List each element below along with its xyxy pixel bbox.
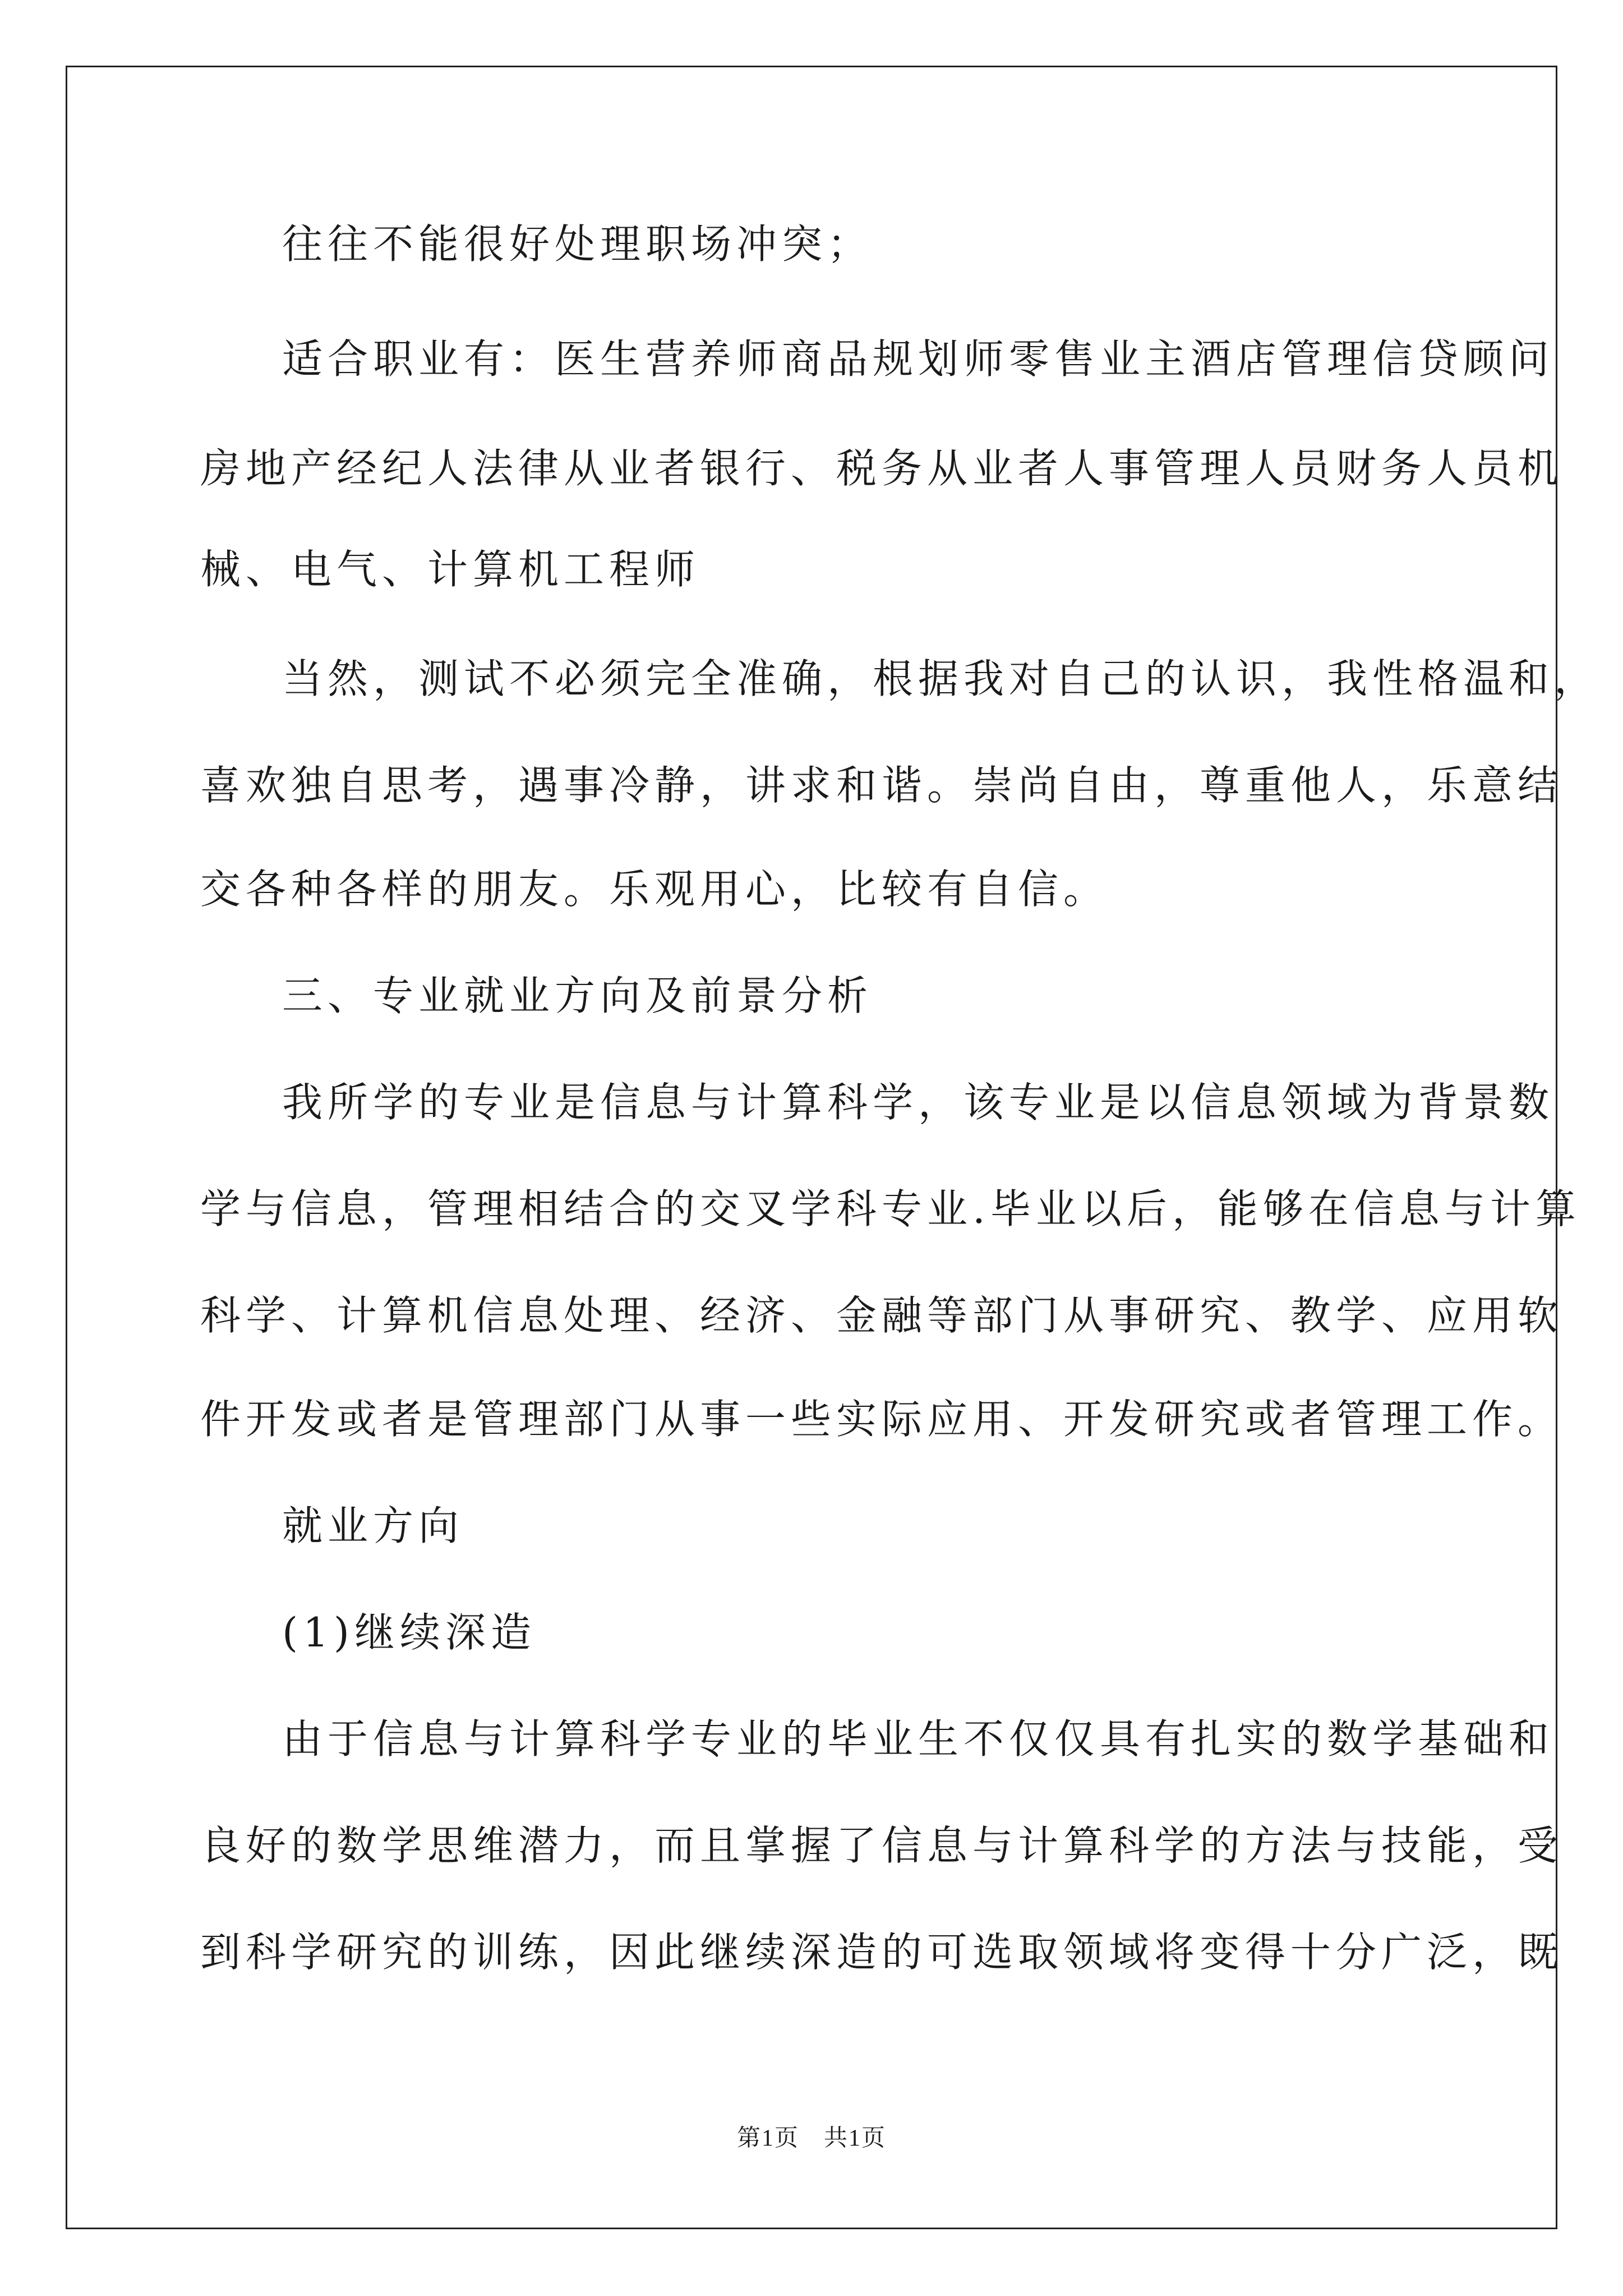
text-line: 学与信息，管理相结合的交叉学科专业.毕业以后，能够在信息与计算 [200, 1185, 1581, 1232]
list-item-heading: (1)继续深造 [282, 1609, 536, 1656]
text-line: 科学、计算机信息处理、经济、金融等部门从事研究、教学、应用软 [200, 1292, 1564, 1339]
text-line: 交各种各样的朋友。乐观用心，比较有自信。 [200, 866, 1109, 913]
text-line: 适合职业有：医生营养师商品规划师零售业主酒店管理信贷顾问 [282, 335, 1555, 383]
text-line: 良好的数学思维潜力，而且掌握了信息与计算科学的方法与技能，受 [200, 1822, 1564, 1869]
text-line: 房地产经纪人法律从业者银行、税务从业者人事管理人员财务人员机 [200, 445, 1564, 492]
text-line: 件开发或者是管理部门从事一些实际应用、开发研究或者管理工作。 [200, 1396, 1564, 1443]
subsection-heading: 就业方向 [282, 1502, 464, 1549]
text-line: 当然，测试不必须完全准确，根据我对自己的认识，我性格温和， [282, 655, 1600, 702]
text-line: 往往不能很好处理职场冲突； [282, 220, 873, 268]
text-line: 械、电气、计算机工程师 [200, 546, 700, 593]
text-line: 我所学的专业是信息与计算科学，该专业是以信息领域为背景数 [282, 1079, 1555, 1126]
page-number-footer: 第1页 共1页 [736, 2125, 886, 2151]
section-heading: 三、专业就业方向及前景分析 [282, 972, 873, 1019]
text-line: 喜欢独自思考，遇事冷静，讲求和谐。崇尚自由，尊重他人，乐意结 [200, 762, 1564, 809]
page-border [66, 66, 1557, 2229]
text-line: 到科学研究的训练，因此继续深造的可选取领域将变得十分广泛，既 [200, 1929, 1564, 1976]
text-line: 由于信息与计算科学专业的毕业生不仅仅具有扎实的数学基础和 [282, 1715, 1555, 1763]
